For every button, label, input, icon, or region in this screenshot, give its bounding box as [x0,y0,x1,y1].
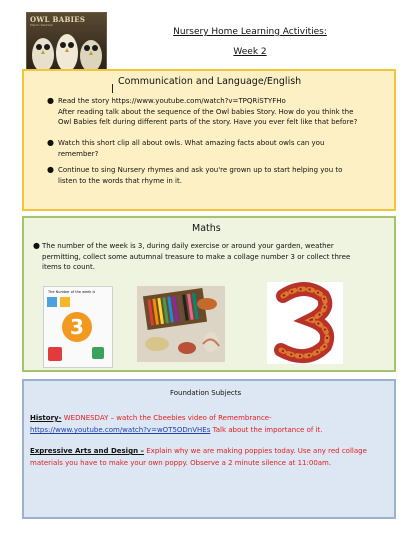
bullet-text-line: Owl Babies felt during different parts of the story. Have you ever felt like that before? [58,118,358,126]
number-card-swatch [47,297,57,307]
cover-title: OWL BABIES [30,15,86,24]
communication-title: Communication and Language/English [118,76,302,87]
page-title: Nursery Home Learning Activities: [173,27,327,37]
art-text-2: materials you have to make your own poppy. Observe a 2 minute silence at 11:00am. [30,459,332,467]
bullet-text-line: listen to the words that rhyme in it. [58,176,182,185]
cover-subtitle: Martin Waddell [30,23,53,27]
art-line-2 [30,458,331,469]
owl-baby-middle-icon [55,25,79,73]
bullet-text-line: Continue to sing Nursery rhymes and ask you're grown up to start helping you to [58,166,343,174]
history-tail: Talk about the importance of it. [210,426,323,434]
communication-bullet-3 [47,165,343,186]
leaf-three-icon [267,282,343,364]
bullet-dot-icon: ● [33,241,40,250]
history-label: History- [30,414,62,422]
bullet-dot-icon: ● [47,165,54,174]
text-cursor [112,84,113,93]
maths-text-line: items to count. [42,263,95,271]
art-label: Expressive Arts and Design – [30,447,145,455]
story-link-line[interactable]: Read the story https://www.youtube.com/watch?v=TPQRiSTYFHo [58,97,286,105]
bullet-text-line: remember? [58,149,99,158]
history-line [30,413,272,424]
bullet-dot-icon: ● [47,96,54,105]
dice-icon [48,347,62,361]
maths-text-line: permitting, collect some autumnal treasure to make a collage number 3 or collect three [42,252,351,261]
number-card-caption: The Number of the week is [48,290,96,294]
maths-title: Maths [192,223,221,234]
remembrance-video-link[interactable]: https://www.youtube.com/watch?v=wOT5ODnVHEs [30,426,211,434]
maths-text [33,241,351,273]
bullet-dot-icon: ● [47,138,54,147]
autumn-treasure-photo [137,286,225,362]
history-link-line [30,425,322,436]
owl-baby-right-icon [79,31,103,73]
art-line-1 [30,446,367,457]
number-card-swatch [60,297,70,307]
communication-bullet-1 [47,96,358,128]
week-label: Week 2 [233,47,267,57]
bullet-text-line: After reading talk about the sequence of the Owl babies Story. How do you think the [58,107,354,116]
number-of-week-card-image [43,286,113,368]
foundation-title: Foundation Subjects [170,389,242,397]
owl-babies-cover-image [26,12,107,74]
number-card-digit: 3 [62,312,92,342]
communication-bullet-2 [47,138,325,159]
owl-baby-left-icon [31,29,55,73]
counter-icon [92,347,104,359]
history-text: WEDNESDAY – watch the Cbeebies video of Remembrance- [61,414,272,422]
maths-text-line: The number of the week is 3, during daily exercise or around your garden, weather [42,242,334,250]
bullet-text-line: Watch this short clip all about owls. What amazing facts about owls can you [58,139,325,147]
leaf-number-three-image [267,282,343,364]
collage-materials-icon [137,286,225,362]
art-text-1: Explain why we are making poppies today. Use any red collage [144,447,367,455]
